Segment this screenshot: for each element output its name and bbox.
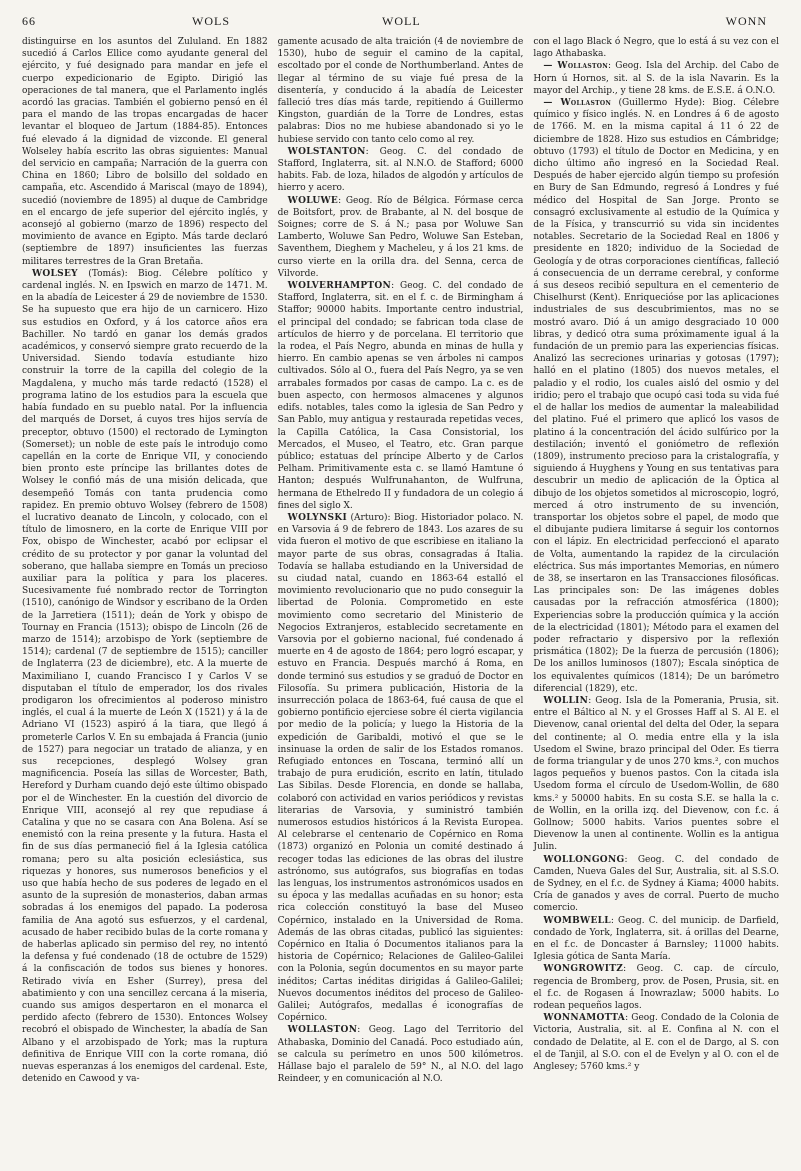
entry-headword: WOLUWE <box>287 195 339 206</box>
entry-headword: WOLLASTON <box>287 1025 358 1036</box>
entry-headword: WONGROWITZ <box>543 964 624 975</box>
running-header <box>22 12 779 36</box>
entry-headword: WOLSEY <box>32 268 78 279</box>
entry-headword: WOLYNSKI <box>287 512 347 523</box>
entry-text: con el lago Black ó Negro, que lo está á su vez con el lago Athabaska. <box>533 37 780 60</box>
entry-headword: WOLLONGONG <box>543 854 625 865</box>
entry-text: : Geog. Lago del Territorio del Athabaska, Dominio del Canadá. Poco estudiado aún, se calcula su perímetro en unos 500 kilómetros. Hállase bajo el paralelo de 59° N., al N.O. del lago Reindeer, y en comunicación al N.O. <box>277 1025 524 1085</box>
dictionary-entry <box>533 36 779 60</box>
entry-headword: WOLSTANTON <box>287 146 366 157</box>
dictionary-entry <box>533 915 779 964</box>
entry-text: : Geog. C. del condado de Stafford, Inglaterra, sit. al N.N.O. de Stafford; 6000 habits. Fab. de loza, hilados de algodón y artículos de hierro y acero. <box>277 146 524 194</box>
entry-headword: — Wollaston <box>543 98 612 109</box>
dictionary-entry <box>278 280 524 512</box>
dictionary-entry <box>533 60 779 97</box>
entry-text: : Geog. C. del municip. de Darfield, condado de York, Inglaterra, sit. á orillas del Dearne, en el f.c. de Doncaster á Barnsley; 11000 habits. Iglesia gótica de Santa María. <box>533 915 780 963</box>
dictionary-entry <box>278 1024 524 1085</box>
dictionary-entry <box>533 963 779 1012</box>
dictionary-entry <box>278 36 524 146</box>
entry-headword: WOMBWELL <box>543 915 611 926</box>
dictionary-entry <box>278 512 524 1025</box>
entry-headword: WOLLIN <box>543 695 589 706</box>
dictionary-entry <box>22 268 268 1086</box>
column-left <box>22 36 268 1156</box>
center-running-head: WOLL <box>382 14 421 28</box>
entry-text: : Geog. Río de Bélgica. Fórmase cerca de Boitsfort, prov. de Brabante, al N. del bosque de Soignes; corre de S. á N.; pasa por Woluwe San Lamberto, Woluwe San Pedro, Woluwe San Esteban, Saventhem, Dieghem y Macheleu, y á los 21 kms. de curso vierte en la orilla dra. del Senna, cerca de Vilvorde. <box>277 195 524 279</box>
entry-text: (Tomás): Biog. Célebre político y cardenal inglés. N. en Ipswich en marzo de 1471. M. en la abadía de Leicester á 29 de noviembre de 1530. Se ha supuesto que era hijo de un carnicero. Hizo sus estudios en Oxford, y á los catorce años era Bachiller. No tardó en ganar los demás grados académicos, y conservó siempre grato recuerdo de la Universidad. Siendo todavía estudiante hizo construir la torre de la capilla del colegio de la Magdalena, y mucho más tarde redactó (1528) el programa latino de los estudios para la escuela que había fundado en su pueblo natal. Por la influencia del marqués de Dorset, á cuyos tres hijos servía de preceptor, obtuvo (1500) el rectorado de Lymington (Somerset); un noble de este país le introdujo como capellán en la corte de Enrique VII, y conociendo bien pronto este príncipe las brillantes dotes de Wolsey le confió más de una misión delicada, que desempeñó Tomás con tanta prudencia como rapidez. En premio obtuvo Wolsey (febrero de 1508) el lucrativo deanato de Lincoln, y colocado, con el título de limosnero, en la corte de Enrique VIII por Fox, obispo de Winchester, acabó por eclipsar el crédito de su protector y por ganar la voluntad del soberano, que hallaba siempre en Tomás un precioso auxiliar para la política y para los placeres. Sucesivamente fué nombrado rector de Torrington (1510), canónigo de Windsor y escribano de la Orden de la Jarretiera (1511); deán de York y obispo de Tournay en Francia (1513); obispo de Lincoln (26 de marzo de 1514); arzobispo de York (septiembre de 1514); cardenal (7 de septiembre de 1515); canciller de Inglaterra (23 de diciembre), etc. A la muerte de Maximiliano I, cuando Francisco I y Carlos V se disputaban el título de emperador, los dos rivales prodigaron los ofrecimientos al poderoso ministro inglés, el cual á la muerte de León X (1521) y á la de Adriano VI (1523) aspiró á la tiara, que llegó á prometerle Carlos V. En su embajada á Francia (junio de 1527) para negociar un tratado de alianza, y en sus recepciones, desplegó Wolsey gran magnificencia. Poseía las sillas de Worcester, Bath, Hereford y Durham cuando dejó este último obispado por el de Winchester. En la cuestión del divorcio de Enrique VIII, aconsejó al rey que repudiase á Catalina y que no se casara con Ana Bolena. Así se enemistó con la reina presente y la futura. Hasta el fin de sus días permaneció fiel á la Iglesia católica romana; pero su alta posición eclesiástica, sus riquezas y honores, sus numerosos beneficios y el uso que había hecho de sus poderes de legado en el asunto de la supresión de monasterios, daban armas sobradas á los enemigos del papado. La poderosa familia de Ana agotó sus esfuerzos, y el cardenal, acusado de haber recibido bulas de la corte romana y de haberlas aplicado sin permiso del rey, no intentó la defensa y fué condenado (18 de octubre de 1529) á la confiscación de todos sus bienes y honores. Retirado vivía en Esher (Surrey), presa del abatimiento y con una sencillez cercana á la miseria, cuando sus amigos despertaron en el monarca el perdido afecto (febrero de 1530). Entonces Wolsey recobró el obispado de Winchester, la abadía de San Albano y el arzobispado de York; mas la ruptura definitiva de Enrique VIII con la corte romana, dió nuevas esperanzas á los enemigos del cardenal. Este, detenido en Cawood y va- <box>22 268 268 1085</box>
dictionary-entry <box>278 195 524 280</box>
column-center <box>278 36 524 1156</box>
entry-text: : Geog. C. del condado de Camden, Nueva Gales del Sur, Australia, sit. al S.S.O. de Sydney, en el f.c. de Sydney á Kiama; 4000 habits. Cría de ganados y aves de corral. Puerto de mucho comercio. <box>533 854 780 914</box>
dictionary-entry <box>278 146 524 195</box>
entry-text: distinguirse en los asuntos del Zululand. En 1882 sucedió á Carlos Ellice como ayudante general del ejército, y fué designado para mandar en jefe el cuerpo expedicionario de Egipto. Dirigió las operaciones de tal manera, que el Parlamento inglés acordó las gracias. También el gobierno pensó en él para el mando de las tropas encargadas de hacer levantar el bloqueo de Jartum (1884-85). Entonces fué elevado á la dignidad de vizconde. El general Wolseley había escrito las obras siguientes: Manual del servicio en campaña; Narración de la guerra con China en 1860; Libro de bolsillo del soldado en campaña, etc. Ascendido á Mariscal (mayo de 1894), sucedió (noviembre de 1895) al duque de Cambridge en el encargo de jefe superior del ejército inglés, y aconsejó al gobierno (marzo de 1896) respecto del movimiento de avance en Egipto. Más tarde declaró (septiembre de 1897) insuficientes las fuerzas militares terrestres de la Gran Bretaña. <box>22 37 268 267</box>
entry-headword: WOLVERHAMPTON <box>287 281 392 292</box>
entry-text: gamente acusado de alta traición (4 de noviembre de 1530), hubo de seguir el camino de la capital, escoltado por el conde de Northumberland. Antes de llegar al término de su viaje fué presa de la disentería, y conducido á la abadía de Leicester falleció tres días más tarde, repitiendo á Guillermo Kingston, guardián de la Torre de Londres, estas palabras: Dios no me hubiese abandonado si yo le hubiese servido con tanto celo como al rey. <box>277 37 524 145</box>
entry-headword: WONNAMOTTA <box>543 1013 626 1024</box>
dictionary-entry <box>533 1012 779 1073</box>
text-columns <box>22 36 779 1156</box>
page-number: 66 <box>22 14 36 28</box>
entry-text: : Geog. Isla de la Pomerania, Prusia, sit. entre el Báltico al N. y el Grosses Haff al S. Al E. el Dievenow, canal oriental del delta del Oder, la separa del continente; al O. media entre ella y la isla Usedom el Swine, brazo principal del Oder. Es tierra de forma triangular y de unos 270 kms.², con muchos lagos pequeños y buenos pastos. Con la citada isla Usedom forma el círculo de Usedom-Wollin, de 680 kms.² y 50000 habits. En su costa S.E. se halla la c. de Wollin, en la orilla izq. del Dievenow, con f.c. á Gollnow; 5000 habits. Varios puentes sobre el Dievenow la unen al continente. Wollin es la antigua Julin. <box>533 695 780 853</box>
entry-text: : Geog. C. cap. de círculo, regencia de Bromberg, prov. de Posen, Prusia, sit. en el f.c. de Rogasen á Inowrazlaw; 5000 habits. Lo rodean pequeños lagos. <box>533 964 780 1012</box>
entry-text: : Geog. Isla del Archip. del Cabo de Horn ú Hornos, sit. al S. de la isla Navarin. Es la mayor del Archip., y tiene 28 kms. de E.S.E. á O.N.O. <box>533 61 780 96</box>
column-right <box>533 36 779 1156</box>
entry-text: : Geog. Condado de la Colonia de Victoria, Australia, sit. al E. Confina al N. con el condado de Delatite, al E. con el de Dargo, al S. con el de Tanjil, al S.O. con el de Evelyn y al O. con el de Anglesey; 5760 kms.² y <box>533 1013 780 1073</box>
entry-text: (Guillermo Hyde): Biog. Célebre químico y físico inglés. N. en Londres á 6 de agosto de 1766. M. en la misma capital á 11 ó 22 de diciembre de 1828. Hizo sus estudios en Cámbridge; obtuvo (1793) el título de Doctor en Medicina, y en dicho último año ingresó en la Sociedad Real. Después de haber ejercido algún tiempo su profesión en Bury de San Edmundo, regresó á Londres y fué médico del Hospital de San Jorge. Pronto se consagró exclusivamente al estudio de la Química y de la Física, y transcurrió su vida sin incidentes notables. Secretario de la Sociedad Real en 1806 y presidente en 1820; individuo de la Sociedad de Geología y de otras corporaciones científicas, falleció á consecuencia de un derrame cerebral, y conforme á sus deseos recibió sepultura en el cementerio de Chiselhurst (Kent). Enriquecióse por las aplicaciones industriales de sus descubrimientos, mas no se mostró avaro. Dió á un amigo desgraciado 10 000 libras, y dedicó otra suma próximamente igual á la fundación de un premio para las experiencias físicas. Analizó las secreciones urinarias y gotosas (1797); halló en el platino (1805) dos nuevos metales, el paladio y el rodio, los cuales aisló del osmio y del iridio; pero el trabajo que ocupó casi toda su vida fué el de hallar los medios de aumentar la maleabilidad del platino. Fué el primero que aplicó los vasos de platino á la concentración del ácido sulfúrico por la destilación; inventó el goniómetro de reflexión (1809), instrumento precioso para la cristalografía, y siguiendo á Huyghens y Young en sus tentativas para descubrir un medio de aplicación de la Óptica al dibujo de los objetos sometidos al microscopio, logró, merced á otro instrumento de su invención, transportar los objetos sobre el papel, de modo que el dibujante pudiera limitarse á seguir los contornos con el lápiz. En electricidad perfeccionó el aparato de Volta, aumentando la rapidez de la circulación eléctrica. Sus más importantes Memorias, en número de 38, se insertaron en las Transacciones filosóficas. Las principales son: De las imágenes dobles causadas por la refracción atmosférica (1800); Experiencias sobre la producción química y la acción de la electricidad (1801); Método para el examen del poder refractario y dispersivo por la reflexión prismática (1802); De la fuerza de percusión (1806); De los anillos luminosos (1807); Escala sinóptica de los equivalentes químicos (1814); De un barómetro diferencial (1829), etc. <box>533 98 780 694</box>
entry-headword: — Wollaston <box>543 61 609 72</box>
entry-text: : Geog. C. del condado de Stafford, Inglaterra, sit. en el f. c. de Birmingham á Staffor; 90000 habits. Importante centro industrial, el principal del condado; se fabrican toda clase de artículos de hierro y de porcelana. El territorio que la rodea, el País Negro, abunda en minas de hulla y hierro. En cambio apenas se ven árboles ni campos cultivados. Sólo al O., fuera del País Negro, ya se ven arrabales formados por casas de campo. La c. es de buen aspecto, con hermosos almacenes y algunos edifs. notables, tales como la iglesia de San Pedro y San Pablo, muy antigua y restaurada repetidas veces, la Capilla Católica, la Casa Consistorial, los Mercados, el Museo, el Teatro, etc. Gran parque público; estatuas del príncipe Alberto y de Carlos Pelham. Primitivamente esta c. se llamó Hamtune ó Hanton; después Wulfrunahanton, de Wulfruna, hermana de Ethelredo II y fundadora de un colegio á fines del siglo X. <box>277 281 524 511</box>
left-running-head: WOLS <box>192 14 230 28</box>
dictionary-entry <box>533 695 779 854</box>
dictionary-entry <box>533 97 779 695</box>
right-running-head: WONN <box>725 14 767 28</box>
dictionary-entry <box>533 854 779 915</box>
dictionary-entry <box>22 36 268 268</box>
entry-text: (Arturo): Biog. Historiador polaco. N. en Varsovia á 9 de febrero de 1843. Los azares de su vida fueron el motivo de que escribiese en italiano la mayor parte de sus obras, consagradas á Italia. Todavía se hallaba estudiando en la Universidad de su ciudad natal, cuando en 1863-64 estalló el movimiento revolucionario que no pudo conseguir la libertad de Polonia. Comprometido en este movimiento como secretario del Ministerio de Negocios Extranjeros, establecido secretamente en Varsovia por el gobierno nacional, fué condenado á muerte en 4 de agosto de 1864; pero logró escapar, y estuvo en Francia. Después marchó á Roma, en donde terminó sus estudios y se graduó de Doctor en Filosofía. Su primera publicación, Historia de la insurrección polaca de 1863-64, fué causa de que el gobierno pontificio ejerciese sobre él cierta vigilancia por medio de la policía; y luego la Historia de la expedición de Garibaldi, motivó el que se le insinuase la orden de salir de los Estados romanos. Refugiado entonces en Toscana, terminó allí un trabajo de pura erudición, escrito en latín, titulado Las Sibilas. Desde Florencia, en donde se hallaba, colaboró con actividad en varios periódicos y revistas literarias de Varsovia, y suministró también numerosos estudios históricos á la Revista Europea. Al celebrarse el centenario de Copérnico en Roma (1873) organizó en Polonia un comité destinado á recoger todas las ediciones de las obras del ilustre astrónomo, sus autógrafos, sus biografías en todas las lenguas, los instrumentos astronómicos usados en su época y las medallas acuñadas en su honor; esta rica colección constituyó la base del Museo Copérnico, instalado en la Universidad de Roma. Además de las obras citadas, publicó las siguientes: Copérnico en Italia ó Documentos italianos para la historia de Copérnico; Relaciones de Galileo-Galilei con la Polonia, según documentos en su mayor parte inéditos; Cartas inéditas dirigidas á Galileo-Galilei; Nuevos documentos inéditos del proceso de Galileo-Galilei; Autógrafos, medallas é iconografías de Copérnico. <box>277 512 524 1024</box>
